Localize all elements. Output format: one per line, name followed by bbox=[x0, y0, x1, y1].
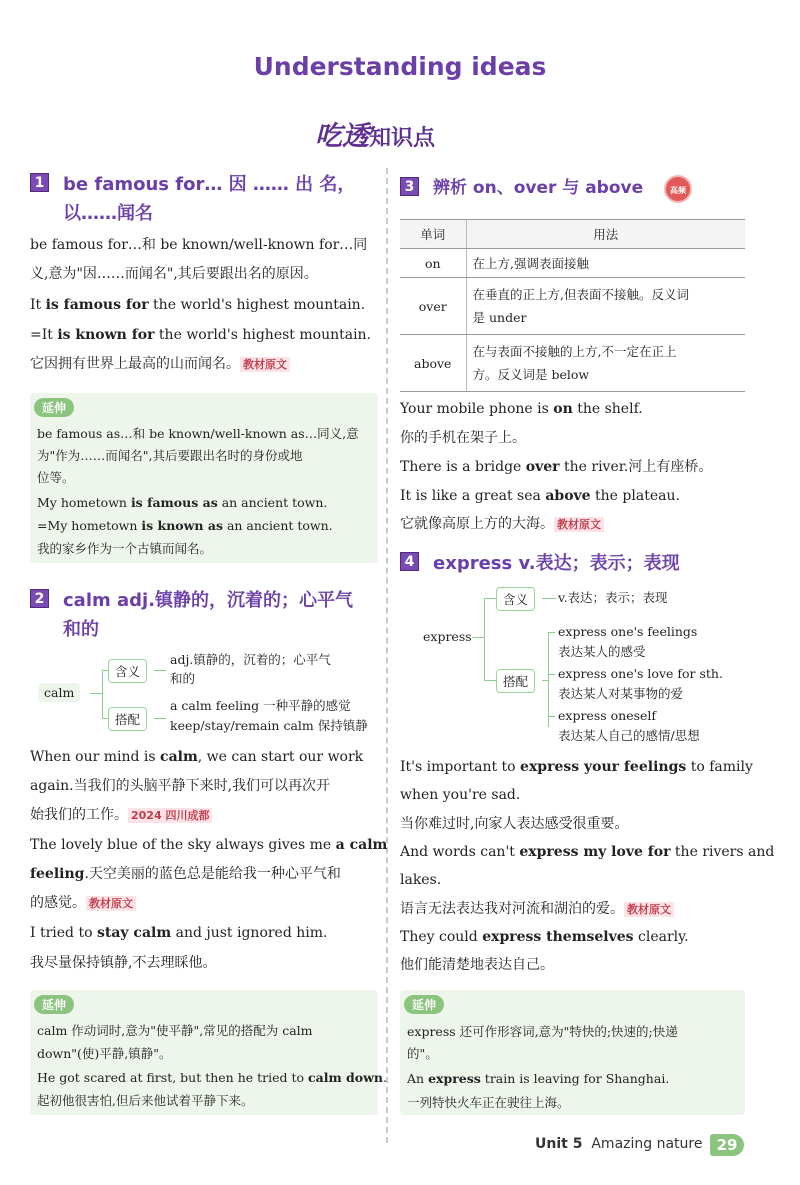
page-title: Understanding ideas bbox=[253, 52, 547, 81]
source-badge: 教材原文 bbox=[554, 517, 604, 532]
tree-connector bbox=[548, 632, 549, 727]
tree-note: 表达某人自己的感情/思想 bbox=[558, 728, 700, 743]
tree-note: express one's feelings bbox=[558, 624, 698, 639]
unit-label: Unit 5 bbox=[535, 1136, 583, 1152]
section-title bbox=[63, 586, 353, 644]
section-title: 辨析 on、over 与 above bbox=[433, 178, 644, 198]
title-line: 和的 bbox=[63, 619, 99, 640]
tree-note: adj.镇静的，沉着的；心平气 bbox=[170, 652, 331, 667]
s4-example: It's important to express your feelings to family bbox=[400, 759, 753, 775]
usage-cell: 在与表面不接触的上方,不一定在正上 方。反义词是 below bbox=[466, 335, 745, 392]
tree-node-collocation: 搭配 bbox=[496, 669, 535, 693]
ext-line: down"(使)平静,镇静"。 bbox=[37, 1046, 172, 1061]
ext-example: He got scared at first, but then he tried to calm down. bbox=[37, 1070, 387, 1085]
s1-desc-line: 义,意为"因……而闻名",其后要跟出名的原因。 bbox=[30, 266, 318, 282]
usage-cell: 在上方,强调表面接触 bbox=[466, 249, 745, 278]
tree-node-meaning: 含义 bbox=[496, 587, 535, 611]
ext-example: My hometown is famous as an ancient town. bbox=[37, 495, 328, 510]
tree-connector bbox=[548, 632, 555, 633]
word-cell: on bbox=[400, 249, 466, 278]
title-line: be famous for… 因 …… 出 名， bbox=[63, 174, 356, 195]
header-cell: 单词 bbox=[400, 220, 466, 249]
s2-example: feeling.天空美丽的蓝色总是能给我一种心平气和 bbox=[30, 866, 341, 882]
ext-line: express 还可作形容词,意为"特快的;快速的;快递 bbox=[407, 1024, 678, 1039]
ext-example: An express train is leaving for Shanghai. bbox=[407, 1071, 670, 1086]
s4-example-cn: 他们能清楚地表达自己。 bbox=[400, 957, 554, 973]
s4-example: And words can't express my love for the rivers and bbox=[400, 844, 775, 860]
subtitle-calligraphy: 吃透 bbox=[315, 121, 369, 152]
tree-note: 表达某人对某事物的爱 bbox=[558, 686, 684, 701]
s4-example-cn: 当你难过时,向家人表达感受很重要。 bbox=[400, 816, 629, 832]
header-cell: 用法 bbox=[466, 220, 745, 249]
table-row bbox=[400, 249, 745, 278]
tree-note: 和的 bbox=[170, 671, 196, 686]
tree-note: v.表达；表示；表现 bbox=[558, 590, 668, 605]
source-badge: 教材原文 bbox=[240, 357, 290, 372]
page-number: 29 bbox=[710, 1134, 744, 1156]
source-badge: 2024 四川成都 bbox=[128, 808, 212, 823]
s3-example: Your mobile phone is on the shelf. bbox=[400, 401, 643, 417]
s4-example: lakes. bbox=[400, 872, 442, 888]
section-number: 1 bbox=[30, 173, 49, 192]
section-number: 3 bbox=[400, 177, 419, 196]
tree-note: keep/stay/remain calm 保持镇静 bbox=[170, 718, 368, 733]
s3-example-cn: 你的手机在架子上。 bbox=[400, 430, 526, 446]
tree-connector bbox=[154, 670, 166, 671]
title-line: 以……闻名 bbox=[63, 203, 153, 224]
usage-cell: 在垂直的正上方,但表面不接触。反义词 是 under bbox=[466, 278, 745, 335]
s1-example: =It is known for the world's highest mountain. bbox=[30, 327, 372, 343]
s1-example: It is famous for the world's highest mountain. bbox=[30, 297, 366, 313]
ext-line: 位等。 bbox=[37, 470, 75, 485]
s2-example: again.当我们的头脑平静下来时,我们可以再次开 bbox=[30, 778, 331, 794]
comparison-table bbox=[400, 219, 745, 392]
tree-connector bbox=[154, 718, 166, 719]
table-row bbox=[400, 335, 745, 392]
tree-note: express one's love for sth. bbox=[558, 666, 723, 681]
tree-note: express oneself bbox=[558, 708, 657, 723]
section-3-heading bbox=[400, 174, 745, 203]
section-number: 4 bbox=[400, 552, 419, 571]
ext-line: be famous as…和 be known/well-known as…同义,意 bbox=[37, 426, 359, 441]
subtitle-text: 知识点 bbox=[369, 126, 436, 151]
page-footer bbox=[535, 1136, 702, 1152]
tree-note: 表达某人的感受 bbox=[558, 644, 646, 659]
tree-connector bbox=[548, 674, 555, 675]
ext-line: 为"作为……而闻名",其后要跟出名时的身份或地 bbox=[37, 448, 303, 463]
ext-example-cn: 我的家乡作为一个古镇而闻名。 bbox=[37, 541, 213, 556]
extension-tag: 延伸 bbox=[34, 398, 74, 417]
section-number: 2 bbox=[30, 589, 49, 608]
tree-connector bbox=[484, 598, 496, 599]
section-title: express v.表达；表示；表现 bbox=[433, 553, 680, 574]
ext-example: =My hometown is known as an ancient town. bbox=[37, 518, 333, 533]
section-1-heading bbox=[30, 170, 378, 228]
tree-connector bbox=[484, 598, 485, 680]
tree-connector bbox=[90, 693, 102, 694]
ext-line: calm 作动词时,意为"使平静",常见的搭配为 calm bbox=[37, 1023, 313, 1038]
s2-example: I tried to stay calm and just ignored him. bbox=[30, 925, 328, 941]
word-cell: above bbox=[400, 335, 466, 392]
frequency-badge: 高频 bbox=[664, 175, 692, 203]
s4-example: They could express themselves clearly. bbox=[400, 929, 689, 945]
ext-line: 的"。 bbox=[407, 1046, 438, 1061]
s1-desc-line: be famous for…和 be known/well-known for…同 bbox=[30, 237, 368, 253]
tree-node-collocation: 搭配 bbox=[108, 707, 147, 731]
word-cell: over bbox=[400, 278, 466, 335]
ext-example-cn: 一列特快火车正在驶往上海。 bbox=[407, 1095, 570, 1110]
s2-example: When our mind is calm, we can start our work bbox=[30, 749, 364, 765]
section-subtitle bbox=[315, 114, 435, 153]
tree-node-meaning: 含义 bbox=[108, 659, 147, 683]
s2-example-cn: 我尽量保持镇静,不去理睬他。 bbox=[30, 955, 217, 971]
extension-tag: 延伸 bbox=[34, 995, 74, 1014]
tree-connector bbox=[484, 680, 496, 681]
table-row bbox=[400, 278, 745, 335]
unit-name: Amazing nature bbox=[591, 1136, 703, 1152]
source-badge: 教材原文 bbox=[86, 896, 136, 911]
tree-connector bbox=[542, 598, 556, 599]
ext-example-cn: 起初他很害怕,但后来他试着平静下来。 bbox=[37, 1093, 254, 1108]
section-2-heading bbox=[30, 586, 378, 644]
tree-note: a calm feeling 一种平静的感觉 bbox=[170, 698, 351, 713]
s2-example: The lovely blue of the sky always gives me a calm bbox=[30, 837, 388, 853]
s3-example-cn: 它就像高原上方的大海。 教材原文 bbox=[400, 514, 604, 534]
tree-root: express bbox=[423, 629, 472, 644]
s3-example: It is like a great sea above the plateau. bbox=[400, 488, 680, 504]
column-divider bbox=[386, 168, 388, 1143]
title-line: calm adj.镇静的，沉着的；心平气 bbox=[63, 590, 354, 611]
s4-example: when you're sad. bbox=[400, 787, 521, 803]
section-4-heading bbox=[400, 549, 745, 578]
source-badge: 教材原文 bbox=[624, 902, 674, 917]
tree-root: calm bbox=[38, 683, 80, 702]
s2-example: 的感觉。 教材原文 bbox=[30, 893, 136, 913]
s3-example: There is a bridge over the river.河上有座桥。 bbox=[400, 459, 713, 475]
tree-connector bbox=[472, 637, 484, 638]
section-title bbox=[63, 170, 355, 228]
s4-example-cn: 语言无法表达我对河流和湖泊的爱。 教材原文 bbox=[400, 899, 674, 919]
s2-example: 始我们的工作。 2024 四川成都 bbox=[30, 805, 212, 825]
tree-connector bbox=[548, 716, 555, 717]
extension-tag: 延伸 bbox=[404, 995, 444, 1014]
table-header-row bbox=[400, 220, 745, 249]
s1-example-cn: 它因拥有世界上最高的山而闻名。 教材原文 bbox=[30, 354, 290, 374]
tree-connector bbox=[102, 670, 103, 718]
